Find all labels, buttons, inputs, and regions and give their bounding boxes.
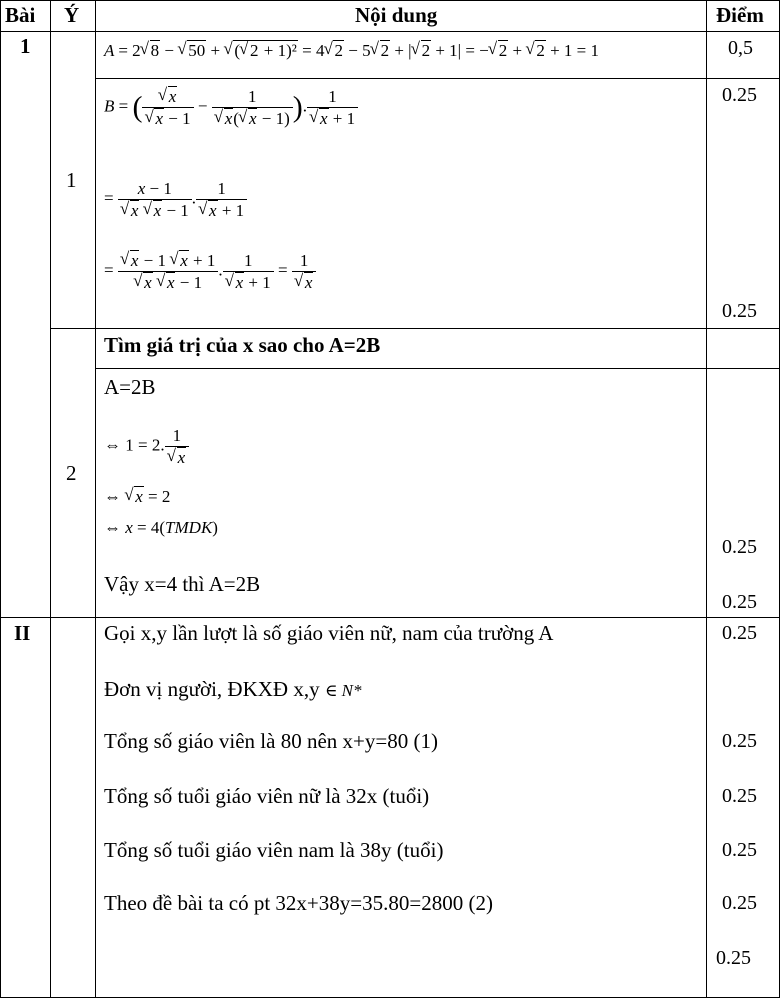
part-2-line-1: A=2B <box>104 375 156 399</box>
bai-1-label: 1 <box>20 34 31 58</box>
part-2-line-3: ⇔ √ x = 2 <box>104 488 170 505</box>
part-2-line-5: Vậy x=4 thì A=2B <box>104 572 261 596</box>
score-bai-2-5: 0.25 <box>722 892 757 914</box>
bai-2-line-2-text: Đơn vị người, ĐKXĐ x,y <box>104 677 320 701</box>
y-1-label: 1 <box>66 168 77 192</box>
score-bai-2-1: 0.25 <box>722 622 757 644</box>
score-part-2-2: 0.25 <box>722 591 757 613</box>
equation-b-line-1: B = ( √ x √ x − 1 − 1 √ x(√ x − 1) ). 1 √ x + 1 <box>104 88 358 127</box>
score-b-2: 0.25 <box>722 300 757 322</box>
score-bai-2-3: 0.25 <box>722 785 757 807</box>
bai-2-line-6: Theo đề bài ta có pt 32x+38y=35.80=2800 (2) <box>104 891 493 915</box>
bai-2-line-2 <box>104 679 362 700</box>
bai-2-line-1: Gọi x,y lần lượt là số giáo viên nữ, nam của trường A <box>104 621 554 645</box>
natural-set-symbol: ∈ N* <box>324 681 362 700</box>
part-2-line-4: ⇔ x = 4(TMDK) <box>104 518 218 537</box>
bai-2-line-3: Tổng số giáo viên là 80 nên x+y=80 (1) <box>104 729 438 753</box>
part-2-line-2: ⇔ 1 = 2. 1 √ x <box>104 427 189 466</box>
equation-a: A = 2√ 8 − √ 50 + √ (√ 2 + 1)² = 4√ 2 − 5√ 2 + |√ 2 + 1| = −√ 2 + √ 2 + 1 = 1 <box>104 42 599 59</box>
score-b-1: 0.25 <box>722 84 757 106</box>
score-bai-2-6: 0.25 <box>716 947 751 969</box>
part-2-title: Tìm giá trị của x sao cho A=2B <box>104 333 381 357</box>
equation-b-line-3: = √ x − 1 √ x + 1 √ x √ x − 1 . 1 √ x + 1 = 1 √ x <box>104 252 316 291</box>
score-bai-2-4: 0.25 <box>722 839 757 861</box>
header-diem: Điểm <box>716 3 764 27</box>
equation-b-line-2: = x − 1 √ x √ x − 1 . 1 √ x + 1 <box>104 180 247 219</box>
header-noi-dung: Nội dung <box>355 3 438 27</box>
bai-2-line-4: Tổng số tuổi giáo viên nữ là 32x (tuổi) <box>104 784 430 808</box>
bai-2-line-5: Tổng số tuổi giáo viên nam là 38y (tuổi) <box>104 838 444 862</box>
score-bai-2-2: 0.25 <box>722 730 757 752</box>
bai-2-label: II <box>14 621 31 645</box>
header-bai: Bài <box>5 3 36 27</box>
y-2-label: 2 <box>66 461 77 485</box>
score-a: 0,5 <box>728 37 753 59</box>
score-part-2-1: 0.25 <box>722 536 757 558</box>
header-y: Ý <box>64 3 80 27</box>
